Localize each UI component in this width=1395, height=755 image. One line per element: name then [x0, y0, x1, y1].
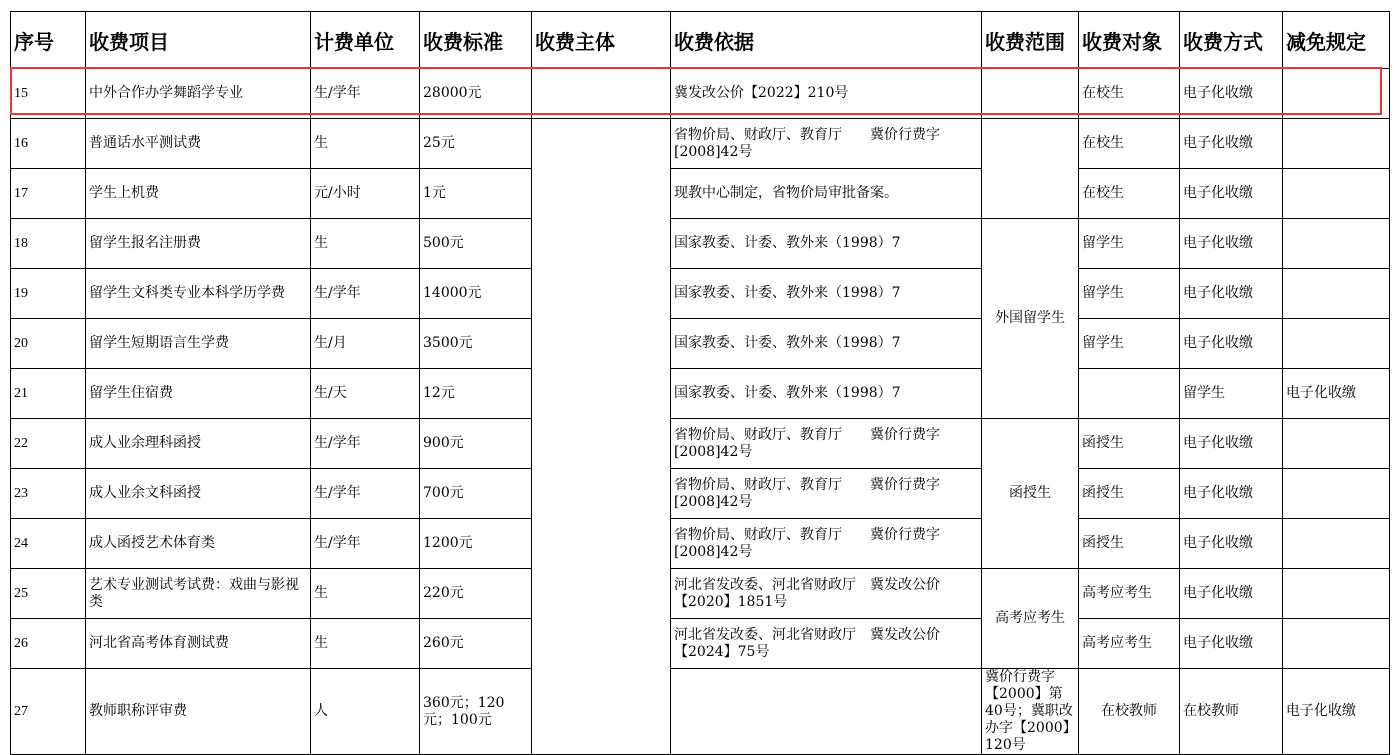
cell-exemption [1283, 269, 1390, 319]
cell-exemption [1283, 469, 1390, 519]
cell-target: 在校生 [1079, 119, 1180, 169]
table-row [11, 619, 1390, 669]
cell-standard: 12元 [420, 369, 532, 419]
cell-standard: 700元 [420, 469, 532, 519]
cell-method: 电子化收缴 [1180, 119, 1283, 169]
cell-scope-merged [982, 119, 1079, 219]
cell-method: 电子化收缴 [1180, 319, 1283, 369]
cell-target: 留学生 [1180, 369, 1283, 419]
cell-unit: 生/学年 [311, 419, 420, 469]
cell-target: 高考应考生 [1079, 569, 1180, 619]
cell-unit: 人 [311, 669, 420, 755]
cell-unit: 生/学年 [311, 69, 420, 119]
table-row [11, 69, 1390, 119]
header-seq: 序号 [11, 12, 86, 69]
cell-basis: 国家教委、计委、教外来（1998）7 [671, 319, 982, 369]
cell-method: 电子化收缴 [1180, 419, 1283, 469]
table-row [11, 369, 1390, 419]
cell-unit: 生/月 [311, 319, 420, 369]
cell-seq: 16 [11, 119, 86, 169]
cell-exemption [1283, 69, 1390, 119]
cell-standard: 1200元 [420, 519, 532, 569]
table-row [11, 469, 1390, 519]
cell-basis: 国家教委、计委、教外来（1998）7 [671, 269, 982, 319]
table-row [11, 119, 1390, 169]
header-unit: 计费单位 [311, 12, 420, 69]
cell-seq: 22 [11, 419, 86, 469]
cell-target: 函授生 [1079, 469, 1180, 519]
cell-seq: 19 [11, 269, 86, 319]
cell-standard: 25元 [420, 119, 532, 169]
cell-unit: 生/天 [311, 369, 420, 419]
header-row [11, 12, 1390, 69]
cell-target: 留学生 [1079, 269, 1180, 319]
cell-target: 留学生 [1079, 219, 1180, 269]
cell-seq: 20 [11, 319, 86, 369]
cell-basis: 国家教委、计委、教外来（1998）7 [671, 219, 982, 269]
cell-item: 留学生短期语言生学费 [86, 319, 311, 369]
cell-standard: 360元；120元；100元 [420, 669, 532, 755]
cell-standard: 14000元 [420, 269, 532, 319]
cell-target: 在校生 [1079, 69, 1180, 119]
fee-table [10, 11, 1390, 755]
cell-subject [671, 669, 982, 755]
cell-scope-correspondence: 函授生 [982, 419, 1079, 569]
cell-target: 留学生 [1079, 319, 1180, 369]
cell-seq: 24 [11, 519, 86, 569]
cell-item: 中外合作办学舞蹈学专业 [86, 69, 311, 119]
cell-standard: 900元 [420, 419, 532, 469]
header-method: 收费方式 [1180, 12, 1283, 69]
cell-method: 电子化收缴 [1283, 369, 1390, 419]
table-row [11, 319, 1390, 369]
header-standard: 收费标准 [420, 12, 532, 69]
cell-scope-exam: 高考应考生 [982, 569, 1079, 669]
cell-method: 电子化收缴 [1180, 469, 1283, 519]
cell-unit: 生 [311, 619, 420, 669]
cell-method: 电子化收缴 [1180, 69, 1283, 119]
cell-item: 成人业余文科函授 [86, 469, 311, 519]
cell-seq: 18 [11, 219, 86, 269]
cell-scope [982, 69, 1079, 119]
table-row [11, 519, 1390, 569]
cell-exemption [1283, 219, 1390, 269]
cell-unit: 生/学年 [311, 269, 420, 319]
cell-item: 普通话水平测试费 [86, 119, 311, 169]
cell-exemption [1283, 319, 1390, 369]
table-row [11, 169, 1390, 219]
cell-target: 在校教师 [1180, 669, 1283, 755]
cell-subject [532, 69, 671, 119]
fee-table-container [10, 11, 1390, 755]
cell-exemption [1283, 619, 1390, 669]
cell-item: 教师职称评审费 [86, 669, 311, 755]
cell-unit: 生/学年 [311, 519, 420, 569]
cell-item: 河北省高考体育测试费 [86, 619, 311, 669]
cell-basis: 现教中心制定，省物价局审批备案。 [671, 169, 982, 219]
cell-method: 电子化收缴 [1180, 269, 1283, 319]
cell-exemption [1283, 119, 1390, 169]
header-item: 收费项目 [86, 12, 311, 69]
cell-unit: 生 [311, 119, 420, 169]
cell-basis: 省物价局、财政厅、教育厅 冀价行费字[2008]42号 [671, 519, 982, 569]
cell-method: 电子化收缴 [1180, 519, 1283, 569]
cell-target: 高考应考生 [1079, 619, 1180, 669]
cell-standard: 28000元 [420, 69, 532, 119]
cell-scope-foreign: 外国留学生 [982, 219, 1079, 419]
cell-item: 留学生文科类专业本科学历学费 [86, 269, 311, 319]
header-subject: 收费主体 [532, 12, 671, 69]
cell-unit: 生/学年 [311, 469, 420, 519]
header-scope: 收费范围 [982, 12, 1079, 69]
cell-exemption [1283, 519, 1390, 569]
cell-method: 电子化收缴 [1180, 219, 1283, 269]
cell-subject-merged [532, 119, 671, 755]
cell-target: 在校生 [1079, 169, 1180, 219]
cell-method: 电子化收缴 [1180, 169, 1283, 219]
cell-item: 学生上机费 [86, 169, 311, 219]
cell-item: 成人业余理科函授 [86, 419, 311, 469]
cell-standard: 260元 [420, 619, 532, 669]
table-row [11, 219, 1390, 269]
cell-seq: 17 [11, 169, 86, 219]
header-exemption: 减免规定 [1283, 12, 1390, 69]
table-row [11, 569, 1390, 619]
table-row [11, 269, 1390, 319]
cell-method: 电子化收缴 [1283, 669, 1390, 755]
cell-scope [1079, 369, 1180, 419]
cell-unit: 生 [311, 219, 420, 269]
cell-method: 电子化收缴 [1180, 619, 1283, 669]
cell-basis: 省物价局、财政厅、教育厅 冀价行费字[2008]42号 [671, 469, 982, 519]
cell-basis: 省物价局、财政厅、教育厅 冀价行费字[2008]42号 [671, 119, 982, 169]
cell-basis: 河北省发改委、河北省财政厅 冀发改公价【2020】1851号 [671, 569, 982, 619]
table-row [11, 419, 1390, 469]
cell-standard: 500元 [420, 219, 532, 269]
cell-seq: 25 [11, 569, 86, 619]
cell-target: 函授生 [1079, 519, 1180, 569]
cell-standard: 1元 [420, 169, 532, 219]
cell-standard: 220元 [420, 569, 532, 619]
cell-seq: 21 [11, 369, 86, 419]
cell-exemption [1283, 569, 1390, 619]
table-row [11, 669, 1390, 755]
cell-basis: 省物价局、财政厅、教育厅 冀价行费字[2008]42号 [671, 419, 982, 469]
cell-item: 成人函授艺术体育类 [86, 519, 311, 569]
cell-unit: 生 [311, 569, 420, 619]
cell-method: 电子化收缴 [1180, 569, 1283, 619]
cell-scope-teacher: 在校教师 [1079, 669, 1180, 755]
cell-target: 函授生 [1079, 419, 1180, 469]
cell-unit: 元/小时 [311, 169, 420, 219]
cell-item: 艺术专业测试考试费：戏曲与影视类 [86, 569, 311, 619]
cell-basis: 冀价行费字【2000】第40号；冀职改办字【2000】120号 [982, 669, 1079, 755]
cell-basis: 冀发改公价【2022】210号 [671, 69, 982, 119]
cell-standard: 3500元 [420, 319, 532, 369]
cell-exemption [1283, 419, 1390, 469]
header-target: 收费对象 [1079, 12, 1180, 69]
cell-item: 留学生住宿费 [86, 369, 311, 419]
cell-seq: 27 [11, 669, 86, 755]
cell-item: 留学生报名注册费 [86, 219, 311, 269]
cell-seq: 15 [11, 69, 86, 119]
header-basis: 收费依据 [671, 12, 982, 69]
cell-seq: 23 [11, 469, 86, 519]
cell-exemption [1283, 169, 1390, 219]
cell-basis: 河北省发改委、河北省财政厅 冀发改公价【2024】75号 [671, 619, 982, 669]
cell-basis: 国家教委、计委、教外来（1998）7 [671, 369, 982, 419]
cell-seq: 26 [11, 619, 86, 669]
